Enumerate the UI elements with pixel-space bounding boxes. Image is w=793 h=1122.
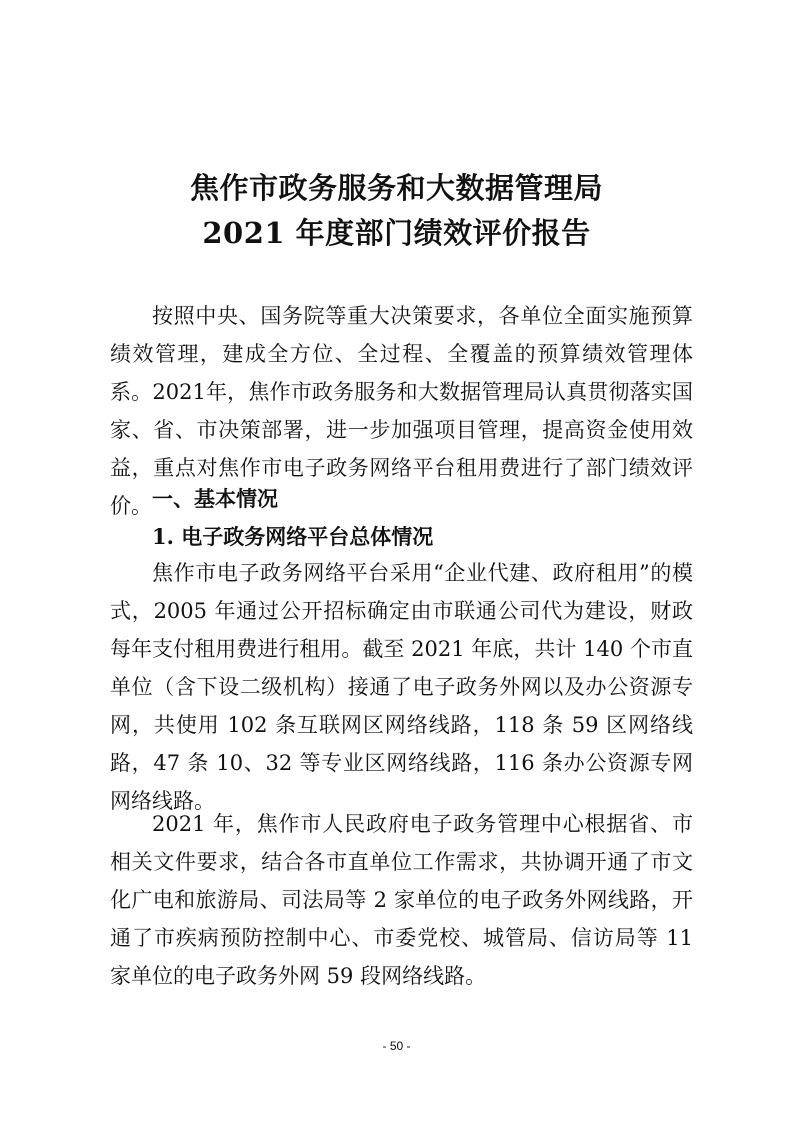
- section-heading-basic-info: 一、基本情况: [152, 486, 278, 511]
- intro-paragraph: 按照中央、国务院等重大决策要求，各单位全面实施预算绩效管理，建成全方位、全过程、全覆盖的预算绩效管理体系。2021年，焦作市政务服务和大数据管理局认真贯彻落实国家、省、市决策部署，进一步加强项目管理，提高资金使用效益，重点对焦作市电子政务网络平台租用费进行了部门绩效评价。: [110, 304, 693, 518]
- year-2021-paragraph: 2021 年，焦作市人民政府电子政务管理中心根据省、市相关文件要求，结合各市直单位工作需求，共协调开通了市文化广电和旅游局、司法局等 2 家单位的电子政务外网线路，开通了市疾病预防控制中心、市委党校、城管局、信访局等 11 家单位的电子政务外网 59 段网络线路。: [110, 812, 693, 988]
- page-number: - 50 -: [382, 1039, 411, 1053]
- platform-overview-paragraph: 焦作市电子政务网络平台采用“企业代建、政府租用”的模式，2005 年通过公开招标确定由市联通公司代为建设，财政每年支付租用费进行租用。截至 2021 年底，共计 140 个市直单位（含下设二级机构）接通了电子政务外网以及办公资源专网，共使用 102 条互联网区网络线路，118 条 59 区网络线路，47 条 10、32 等专业区网络线路，116 条办公资源专网网络线路。: [110, 561, 693, 813]
- subsection-heading-platform-overview: 1. 电子政务网络平台总体情况: [152, 524, 434, 549]
- page-title-line-2: 2021 年度部门绩效评价报告: [202, 216, 591, 250]
- page-title-line-1: 焦作市政务服务和大数据管理局: [189, 171, 603, 205]
